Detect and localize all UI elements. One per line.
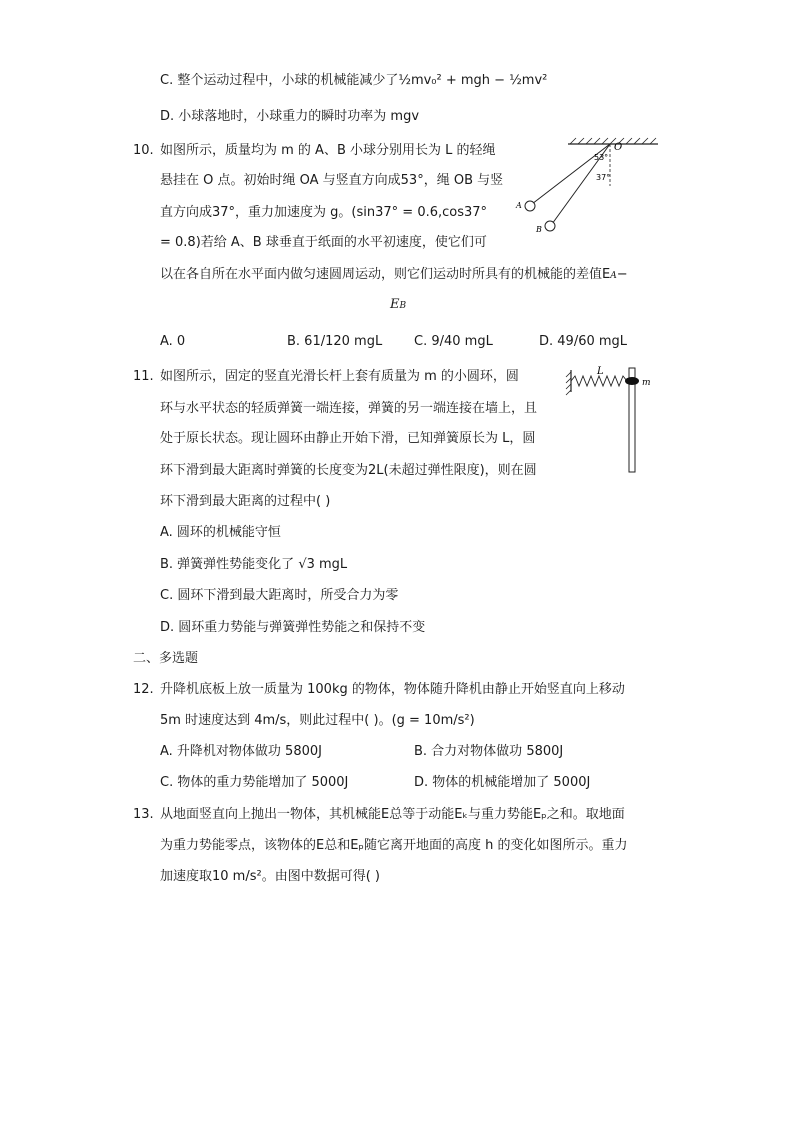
q11-option-c: C. 圆环下滑到最大距离时，所受合力为零 [160, 588, 399, 603]
wall-hatch [566, 372, 571, 395]
q10-dash: − [616, 267, 628, 282]
q10-option-a: A. 0 [160, 334, 186, 349]
q11-option-a: A. 圆环的机械能守恒 [160, 525, 281, 540]
q10-line-6 [390, 296, 406, 315]
q10-line-3: 直方向成37°，重力加速度为 g。(sin37° = 0.6,cos37° [160, 205, 488, 220]
q10-sub-b: B [399, 301, 407, 311]
label-a: A [516, 201, 522, 210]
q12-number: 12. [133, 682, 154, 697]
q12-option-d: D. 物体的机械能增加了 5000J [414, 775, 591, 790]
q12-option-c: C. 物体的重力势能增加了 5000J [160, 775, 349, 790]
ball-b [545, 221, 555, 231]
q13-number: 13. [133, 807, 154, 822]
q10-sub-a: A [610, 271, 617, 281]
q13-line-3: 加速度取10 m/s²。由图中数据可得( ) [160, 869, 380, 884]
label-l: L [597, 366, 604, 377]
q12-line-1: 升降机底板上放一质量为 100kg 的物体，物体随升降机由静止开始竖直向上移动 [160, 682, 625, 697]
label-o: O [614, 142, 623, 153]
q10-line-5-text: 以在各自所在水平面内做匀速圆周运动，则它们运动时所具有的机械能的差值E [160, 267, 611, 282]
q11-line-4: 环下滑到最大距离时弹簧的长度变为2L(未超过弹性限度)，则在圆 [160, 463, 537, 478]
q11-line-2: 环与水平状态的轻质弹簧一端连接，弹簧的另一端连接在墙上，且 [160, 401, 538, 416]
q10-figure [510, 136, 670, 236]
q11-option-d: D. 圆环重力势能与弹簧弹性势能之和保持不变 [160, 620, 426, 635]
spring [571, 376, 631, 386]
label-m: m [642, 378, 651, 388]
q10-line-1: 如图所示，质量均为 m 的 A、B 小球分别用长为 L 的轻绳 [160, 143, 496, 158]
q11-figure [565, 364, 660, 476]
q11-option-b: B. 弹簧弹性势能变化了 √3 mgL [160, 557, 348, 572]
q11-number: 11. [133, 369, 154, 384]
label-angle-53: 53° [594, 153, 609, 162]
ring [625, 377, 639, 385]
q9-option-c: C. 整个运动过程中，小球的机械能减少了½mv₀² + mgh − ½mv² [160, 73, 548, 88]
q12-option-b: B. 合力对物体做功 5800J [414, 744, 564, 759]
q11-line-1: 如图所示，固定的竖直光滑长杆上套有质量为 m 的小圆环，圆 [160, 369, 519, 384]
q10-number: 10. [133, 143, 154, 158]
label-b: B [536, 225, 542, 234]
q9-option-d: D. 小球落地时，小球重力的瞬时功率为 mgv [160, 109, 420, 124]
q10-option-c: C. 9/40 mgL [414, 334, 493, 349]
q11-line-5: 环下滑到最大距离的过程中( ) [160, 494, 331, 509]
label-angle-37: 37° [596, 173, 611, 182]
q13-line-2: 为重力势能零点，该物体的E总和Eₚ随它离开地面的高度 h 的变化如图所示。重力 [160, 838, 628, 853]
q10-option-d: D. 49/60 mgL [539, 334, 628, 349]
q13-line-1: 从地面竖直向上抛出一物体，其机械能E总等于动能Eₖ与重力势能Eₚ之和。取地面 [160, 807, 625, 822]
ceiling-hatch [570, 138, 656, 144]
q12-option-a: A. 升降机对物体做功 5800J [160, 744, 322, 759]
q10-option-b: B. 61/120 mgL [287, 334, 383, 349]
q10-line-5 [160, 266, 628, 285]
q10-line-2: 悬挂在 O 点。初始时绳 OA 与竖直方向成53°，绳 OB 与竖 [160, 173, 504, 188]
q12-line-2: 5m 时速度达到 4m/s，则此过程中( )。(g = 10m/s²) [160, 713, 475, 728]
q10-line-4: = 0.8)若给 A、B 球垂直于纸面的水平初速度，使它们可 [160, 235, 487, 250]
q10-e: E [390, 297, 400, 312]
ball-a [525, 201, 535, 211]
section-title-multiple-choice: 二、多选题 [133, 651, 199, 666]
q11-line-3: 处于原长状态。现让圆环由静止开始下滑，已知弹簧原长为 L，圆 [160, 431, 536, 446]
